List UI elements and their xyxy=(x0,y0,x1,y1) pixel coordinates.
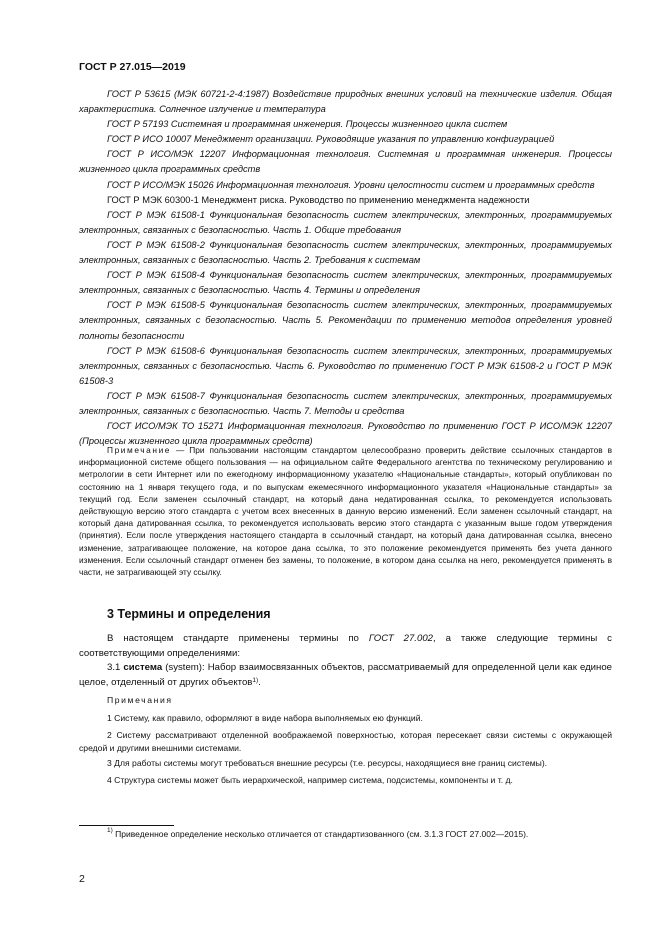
note-item: 2 Систему рассматривают отделенной воображаемой поверхностью, которая пересекает связи системы с окружающей средой и другими внешними системами. xyxy=(79,730,612,753)
references-note xyxy=(79,444,612,578)
term-definition xyxy=(79,661,612,690)
reference-item: ГОСТ Р МЭК 60300-1 Менеджмент риска. Руководство по применению менеджмента надежности xyxy=(107,194,530,205)
note-item: 1 Систему, как правило, оформляют в виде набора выполняемых ею функций. xyxy=(107,713,423,723)
intro-text-end: , а также следующие термины с соответствующими определениями: xyxy=(79,633,612,659)
term-definition-text: Набор взаимосвязанных объектов, рассматриваемый для определенной цели как единое целое, отделенный от других объектов xyxy=(79,662,613,688)
note-item: 3 Для работы системы могут требоваться внешние ресурсы (т.е. ресурсы, находящиеся вне границ системы). xyxy=(107,758,548,768)
term-english: (system): xyxy=(165,662,205,673)
reference-item: ГОСТ Р МЭК 61508-2 Функциональная безопасность систем электрических, электронных, программируемых электронных, связанных с безопасностью. Часть 2. Требования к системам xyxy=(79,239,612,266)
section-intro xyxy=(79,632,612,661)
reference-item: ГОСТ Р ИСО/МЭК 15026 Информационная технология. Уровни целостности систем и программных средств xyxy=(107,179,595,190)
reference-item: ГОСТ Р МЭК 61508-4 Функциональная безопасность систем электрических, электронных, программируемых электронных, связанных с безопасностью. Часть 4. Термины и определения xyxy=(79,270,612,296)
section-title: 3 Термины и определения xyxy=(107,607,271,621)
notes-heading: Примечания xyxy=(107,695,173,705)
normative-references-list xyxy=(79,87,612,449)
note-item: 4 Структура системы может быть иерархической, например система, подсистемы, компоненты и т. д. xyxy=(107,775,513,785)
footnote-text: Приведенное определение несколько отличается от стандартизованного (см. 3.1.3 ГОСТ 27.002—2015). xyxy=(112,829,529,839)
reference-item: ГОСТ Р МЭК 61508-6 Функциональная безопасность систем электрических, электронных, программируемых электронных, связанных с безопасностью. Часть 6. Руководство по применению ГОСТ Р МЭК 61508-2 и ГОСТ Р МЭК 61508-3 xyxy=(79,345,612,386)
document-code-header: ГОСТ Р 27.015—2019 xyxy=(79,61,186,73)
reference-item: ГОСТ Р ИСО/МЭК 12207 Информационная технология. Системная и программная инженерия. Процессы жизненного цикла программных средств xyxy=(79,149,612,175)
reference-item: ГОСТ Р МЭК 61508-1 Функциональная безопасность систем электрических, электронных, программируемых электронных, связанных с безопасностью. Часть 1. Общие требования xyxy=(79,209,612,235)
reference-item: ГОСТ Р ИСО 10007 Менеджмент организации. Руководящие указания по управлению конфигурацией xyxy=(107,134,555,145)
note-text: — При пользовании настоящим стандартом целесообразно проверить действие ссылочных стандартов в информационной системе общего пользования — на официальном сайте Федерального агентства по техническому регулированию и метрологии в сети Интернет или по ежегодному информационному указателю «Национальные стандарты», который опубликован по состоянию на 1 января текущего года, и по выпускам ежемесячного информационного указателя «Национальные стандарты» за текущий год. Если заменен ссылочный стандарт, на который дана недатированная ссылка, то рекомендуется использовать действующую версию этого стандарта с учетом всех внесенных в данную версию изменений. Если заменен ссылочный стандарт, на который дана датированная ссылка, то рекомендуется использовать версию этого стандарта с указанным выше годом утверждения (принятия). Если после утверждения настоящего стандарта в ссылочный стандарт, на который дана датированная ссылка, внесено изменение, затрагивающее положение, на которое дана ссылка, то это положение рекомендуется применять без учета данного изменения. Если ссылочный стандарт отменен без замены, то положение, в котором дана ссылка на него, рекомендуется применять в части, не затрагивающей эту ссылку. xyxy=(79,445,612,578)
footnote xyxy=(107,829,528,839)
intro-standard-ref: ГОСТ 27.002 xyxy=(368,633,433,644)
reference-item: ГОСТ Р 57193 Системная и программная инженерия. Процессы жизненного цикла систем xyxy=(107,119,508,130)
intro-text: В настоящем стандарте применены термины по xyxy=(107,633,369,644)
reference-item: ГОСТ Р МЭК 61508-7 Функциональная безопасность систем электрических, электронных, программируемых электронных, связанных с безопасностью. Часть 7. Методы и средства xyxy=(79,390,612,416)
term-number: 3.1 xyxy=(107,662,121,673)
reference-item: ГОСТ Р 53615 (МЭК 60721-2-4:1987) Воздействие природных внешних условий на технические изделия. Общая характеристика. Солнечное излучение и температура xyxy=(79,89,612,115)
footnote-reference: 1) xyxy=(252,676,259,684)
reference-item: ГОСТ ИСО/МЭК ТО 15271 Информационная технология. Руководство по применению ГОСТ Р ИСО/МЭК 12207 (Процессы жизненного цикла программных средств) xyxy=(79,421,612,447)
term-end: . xyxy=(258,676,261,688)
term-name: система xyxy=(123,662,163,673)
footnote-mark: 1) xyxy=(107,827,113,834)
page-number: 2 xyxy=(79,873,85,885)
reference-item: ГОСТ Р МЭК 61508-5 Функциональная безопасность систем электрических, электронных, программируемых электронных, связанных с безопасностью. Часть 5. Рекомендации по применению методов определения уровней полноты безопасности xyxy=(79,300,612,341)
note-label: Примечание xyxy=(107,445,172,455)
footnote-divider xyxy=(79,825,174,826)
